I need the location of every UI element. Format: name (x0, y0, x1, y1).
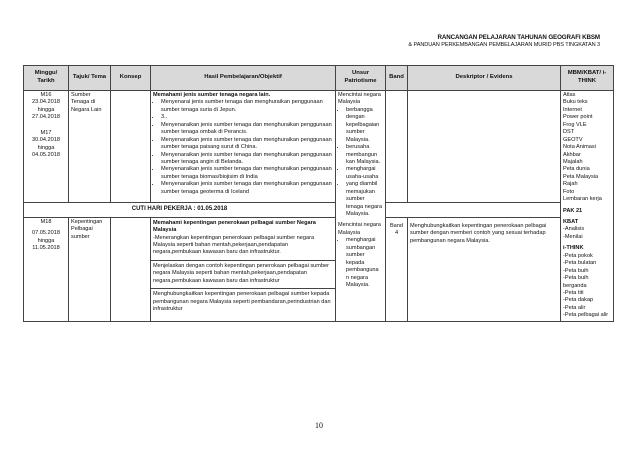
cell-konsep (111, 217, 151, 321)
col-header-hasil: Hasil Pembelajaran/Objektif (151, 66, 336, 91)
resource-item: Peta dunia (563, 166, 590, 173)
col-header-band: Band (386, 66, 408, 91)
table-row (24, 91, 614, 203)
date-end: 27.04.2018 (32, 114, 60, 121)
list-item: • yang diambil memajukan sumber tenaga negara Malaysia. (346, 181, 383, 218)
resource-item: Buku teks (563, 99, 588, 106)
lesson-plan-table (23, 65, 614, 322)
col-header-konsep: Konsep (111, 66, 151, 91)
list-item: • Menyenaraikan jenis sumber tenaga dan menghuraikan penggunaan sumber tenaga paisang surut di China. (161, 137, 333, 152)
deskriptor-text: Menghubungkaitkan kepentingan penerokaan pelbagai sumber dengan memberi contoh yang sesuai terhadap pembangunan negara Malaysia. (410, 222, 547, 244)
resource-item: Rajah (563, 181, 578, 188)
unsur-title: Mencintai negara Malaysia (338, 92, 381, 106)
date-end: 11.05.2018 (32, 244, 60, 251)
hasil-list (153, 99, 333, 196)
cell-unsur (336, 91, 386, 322)
hasil-text: Menghubungkaitkan kepentingan penerokaan pelbagai sumber kepada pembangunan negara Malaysia seperti pembandaran,perindustrian dan infrastruktur (153, 291, 331, 313)
hasil-box (151, 289, 335, 316)
list-item: • Menyenarai jenis sumber tenaga dan menghuraikan penggunaan sumber tenaga suria di Jepun. (161, 99, 333, 114)
cell-hasil (151, 91, 336, 203)
band-value: 4 (394, 230, 399, 237)
col-header-minggu: Minggu/ Tarikh (24, 66, 69, 91)
holiday-blank (386, 202, 561, 217)
hasil-title: Memahami kepentingan penerokaan pelbagai sumber Negara Malaysia (153, 219, 316, 234)
col-header-mbm: MBM/KBAT/ i-THINK (561, 66, 614, 91)
unsur-list (338, 107, 383, 219)
hasil-box (151, 218, 335, 261)
resource-item: DST (563, 129, 575, 136)
list-item: • 3.. (161, 114, 333, 121)
resource-item: Nota Animasi (563, 144, 596, 151)
resource-item: GEOTV (563, 136, 583, 143)
resource-item: Internet (563, 106, 582, 113)
ithink-item: -Peta alir (563, 304, 586, 311)
ithink-item: -Peta pelbagai alir (563, 312, 609, 319)
col-header-tajuk: Tajuk/ Tema (69, 66, 111, 91)
cell-minggu (24, 91, 69, 203)
list-item: • Menyenaraikan jenis sumber tenaga dan menghuraikan penggunaan sumber tenaga angin di Belanda. (161, 152, 333, 167)
list-item: • menghargai usaha-usaha (346, 166, 383, 181)
holiday-row (24, 202, 614, 217)
cell-deskriptor (408, 91, 561, 203)
date-sep: hingga (37, 237, 55, 244)
list-item: • Menyenaraikan jenis sumber tenaga dan menghuraikan penggunaan sumber tenaga ombak di Perancis. (161, 122, 333, 137)
band-label: Band (389, 222, 404, 229)
week-label: M16 (40, 92, 52, 98)
date-start: 23.04.2018 (32, 99, 60, 106)
list-item: • Menyenaraikan jenis sumber tenaga dan menghuraikan penggunaan sumber tenaga geoterma di Iceland (161, 181, 333, 196)
hasil-title: Memahami jenis sumber tenaga negara lain. (153, 92, 271, 98)
ithink-item: -Peta titi (563, 289, 584, 296)
resource-item: Power point (563, 114, 593, 121)
col-header-unsur: Unsur Patriotisme (336, 66, 386, 91)
resource-item: Akhbar (563, 151, 581, 158)
kbat-title: KBAT (563, 219, 579, 225)
doc-header-title: RANCANGAN PELAJARAN TAHUNAN GEOGRAFI KBSM (437, 34, 600, 41)
date-start: 07.05.2018 (32, 230, 60, 237)
resource-item: Foto (563, 188, 575, 195)
cell-band (386, 91, 408, 203)
pak-label: PAK 21 (563, 207, 583, 214)
holiday-label: CUTI HARI PEKERJA : 01.05.2018 (24, 202, 336, 217)
ithink-item: -Peta pokok (563, 252, 593, 259)
ithink-item: -Peta dakap (563, 297, 594, 304)
ithink-title: i-THINK (563, 245, 584, 252)
ithink-item: -Peta buih berganda (563, 275, 589, 289)
col-header-deskriptor: Deskriptor / Evidens (408, 66, 561, 91)
cell-deskriptor (408, 217, 561, 321)
list-item: • berusaha membangun kan Malaysia. (346, 144, 383, 166)
hasil-text: Menjelaskan dengan contoh kepentingan penerokaan pelbagai sumber negara Malaysia seperti bahan mentah,pekerjaan,pendapatan negara,pembukaan kawasan baru dan infrastruktur (153, 262, 330, 284)
resource-item: Atlas (563, 92, 576, 98)
ithink-item: -Peta bulatan (563, 260, 597, 267)
cell-konsep (111, 91, 151, 203)
table-header-row (24, 66, 614, 91)
list-item: • menghargai sumbangan sumber kepada pembanguna n negara Malaysia. (346, 237, 383, 289)
date-sep: hingga (37, 144, 55, 151)
resource-item: Peta Malaysia (563, 173, 599, 180)
unsur-list (338, 237, 383, 289)
ithink-item: -Peta buih (563, 267, 589, 274)
hasil-text: -Menerangkan kepentingan penerokaan pelbagai sumber negara Malaysia seperti bahan mentah,pekerjaan,pendapatan negara,pembukaan kawasan baru dan infrastruktur. (153, 234, 315, 256)
date-start: 30.04.2018 (32, 137, 60, 144)
resource-item: Frog VLE (563, 121, 587, 128)
date-end: 04.05.2018 (32, 152, 60, 159)
cell-tajuk: Kepentingan Pelbagai sumber (69, 217, 111, 321)
cell-hasil (151, 217, 336, 321)
list-item: • Menyenaraikan jenis sumber tenaga dan menghuraikan penggunaan sumber tenaga biomas/biojisim di India (161, 166, 333, 181)
table-row (24, 217, 614, 321)
page-number: 10 (315, 421, 323, 430)
cell-band (386, 217, 408, 321)
cell-tajuk: Sumber Tenaga di Negara Lain (69, 91, 111, 203)
unsur-title: Mencintai negara Malaysia (338, 222, 381, 236)
hasil-box (151, 261, 335, 289)
resource-item: Lembaran kerja (563, 196, 602, 203)
resource-item: Majalah (563, 158, 583, 165)
kbat-item: -Menilai (563, 233, 583, 240)
cell-mbm (561, 91, 614, 322)
list-item: • berbangga dengan kepelbagaian sumber Malaysia. (346, 107, 383, 144)
kbat-item: -Analisis (563, 226, 585, 233)
week-label: M18 (40, 218, 52, 225)
date-sep: hingga (37, 106, 55, 113)
cell-minggu (24, 217, 69, 321)
week-label: M17 (40, 129, 52, 136)
doc-header-subtitle: & PANDUAN PERKEMBANGAN PEMBELAJARAN MURID PBS TINGKATAN 3 (408, 42, 600, 48)
